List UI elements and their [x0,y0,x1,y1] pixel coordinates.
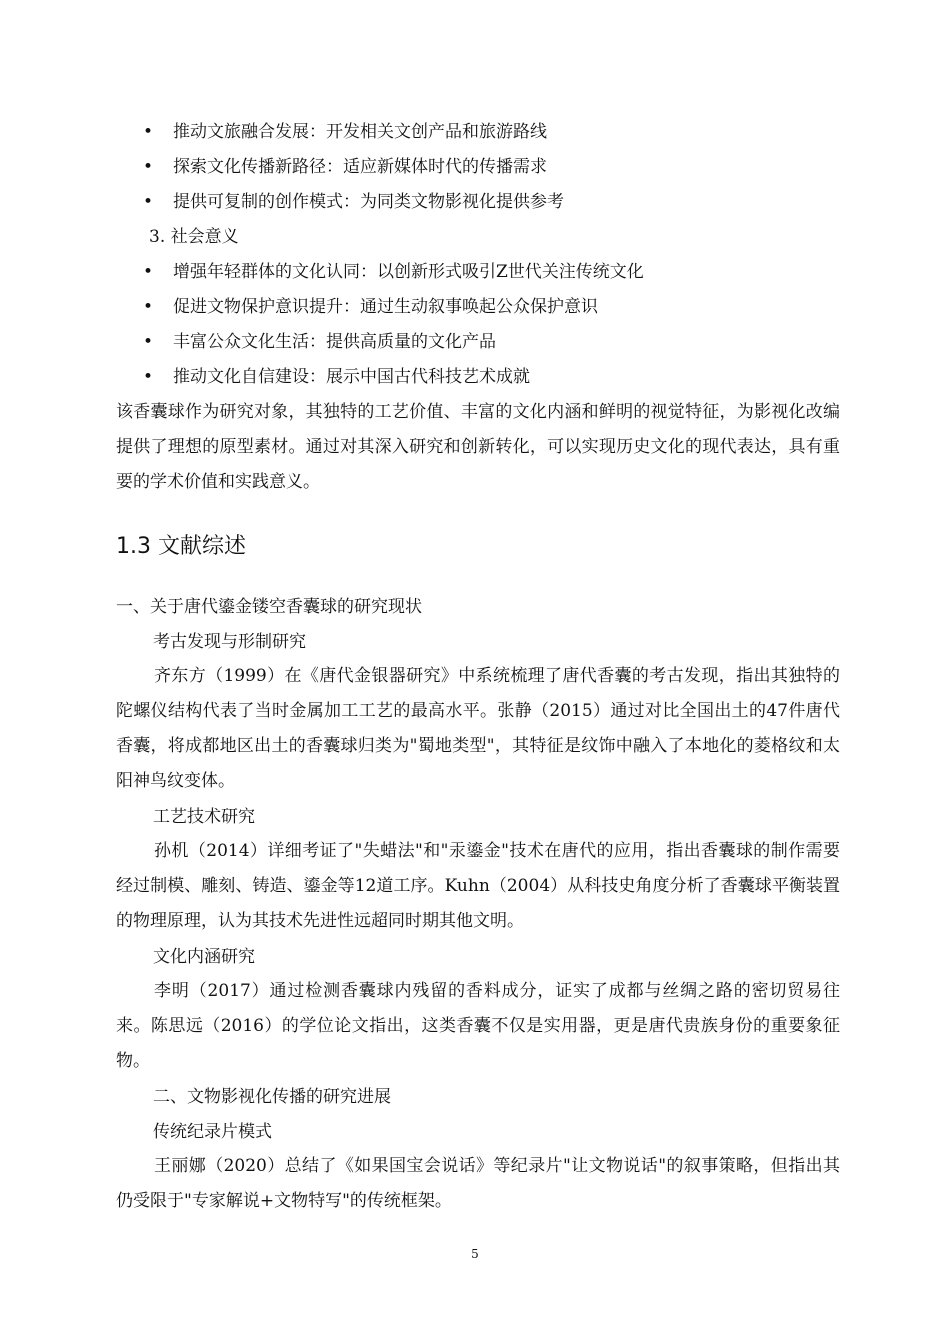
bullet-icon: • [143,367,154,387]
bullet-item: • 提供可复制的创作模式：为同类文物影视化提供参考 [143,192,564,212]
part-title: 二、文物影视化传播的研究进展 [153,1087,391,1107]
bullet-icon: • [143,192,154,212]
bullet-item: • 增强年轻群体的文化认同：以创新形式吸引Z世代关注传统文化 [143,262,644,282]
section-heading: 1.3 文献综述 [116,534,246,559]
subheading: 文化内涵研究 [153,947,255,967]
subheading: 考古发现与形制研究 [153,632,306,652]
subheading: 传统纪录片模式 [153,1122,272,1142]
bullet-icon: • [143,157,154,177]
body-paragraph: 王丽娜（2020）总结了《如果国宝会说话》等纪录片"让文物说话"的叙事策略，但指出其仍受限于"专家解说+文物特写"的传统框架。 [116,1156,840,1211]
bullet-item: • 丰富公众文化生活：提供高质量的文化产品 [143,332,496,352]
bullet-icon: • [143,332,154,352]
subheading: 工艺技术研究 [153,807,255,827]
bullet-item: • 推动文旅融合发展：开发相关文创产品和旅游路线 [143,122,547,142]
body-paragraph: 孙机（2014）详细考证了"失蜡法"和"汞鎏金"技术在唐代的应用，指出香囊球的制作需要经过制模、雕刻、铸造、鎏金等12道工序。Kuhn（2004）从科技史角度分析了香囊球平衡装置的物理原理，认为其技术先进性远超同时期其他文明。 [116,841,840,931]
bullet-icon: • [143,262,154,282]
page-number: 5 [471,1247,479,1261]
summary-paragraph: 该香囊球作为研究对象，其独特的工艺价值、丰富的文化内涵和鲜明的视觉特征，为影视化改编提供了理想的原型素材。通过对其深入研究和创新转化，可以实现历史文化的现代表达，具有重要的学术价值和实践意义。 [116,402,840,492]
bullet-icon: • [143,297,154,317]
part-title: 一、关于唐代鎏金镂空香囊球的研究现状 [116,597,422,617]
body-paragraph: 齐东方（1999）在《唐代金银器研究》中系统梳理了唐代香囊的考古发现，指出其独特的陀螺仪结构代表了当时金属加工工艺的最高水平。张静（2015）通过对比全国出土的47件唐代香囊，将成都地区出土的香囊球归类为"蜀地类型"，其特征是纹饰中融入了本地化的菱格纹和太阳神鸟纹变体。 [116,666,840,791]
numbered-heading: 3. 社会意义 [149,227,239,247]
bullet-icon: • [143,122,154,142]
bullet-item: • 推动文化自信建设：展示中国古代科技艺术成就 [143,367,530,387]
bullet-item: • 促进文物保护意识提升：通过生动叙事唤起公众保护意识 [143,297,598,317]
body-paragraph: 李明（2017）通过检测香囊球内残留的香料成分，证实了成都与丝绸之路的密切贸易往来。陈思远（2016）的学位论文指出，这类香囊不仅是实用器，更是唐代贵族身份的重要象征物。 [116,981,840,1071]
bullet-item: • 探索文化传播新路径：适应新媒体时代的传播需求 [143,157,547,177]
